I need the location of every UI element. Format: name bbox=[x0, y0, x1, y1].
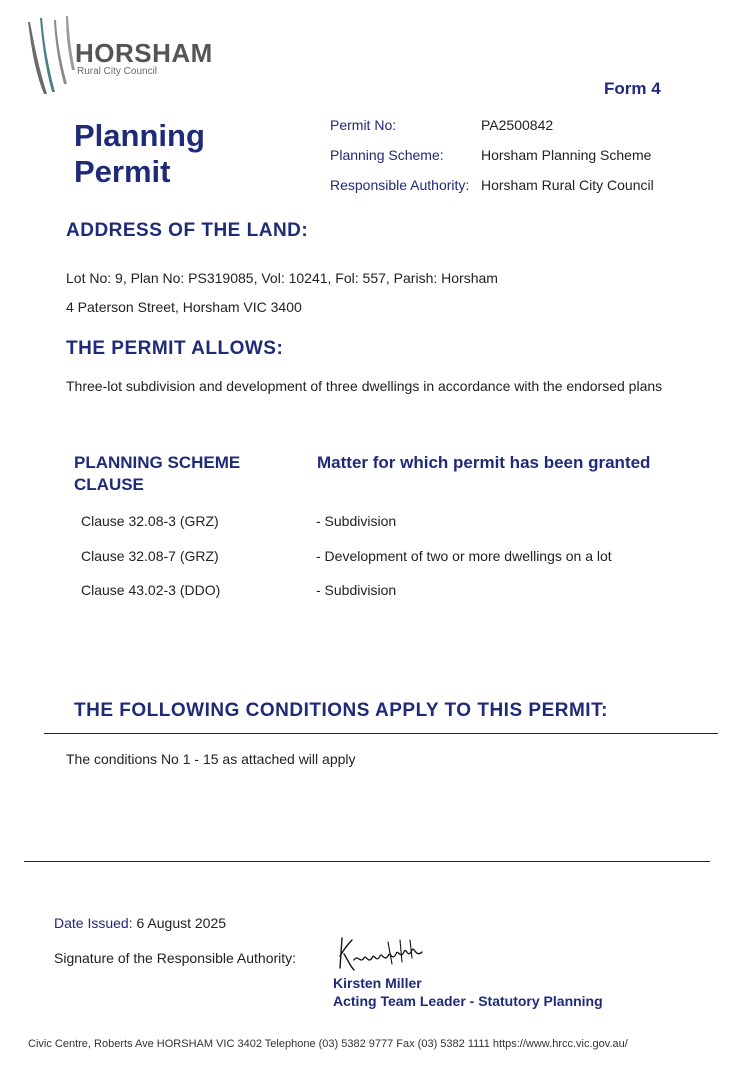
address-heading: ADDRESS OF THE LAND: bbox=[66, 220, 309, 241]
responsible-authority-label: Responsible Authority: bbox=[330, 177, 470, 193]
permit-no-label: Permit No: bbox=[330, 117, 397, 133]
form-number: Form 4 bbox=[604, 79, 661, 98]
responsible-authority-value: Horsham Rural City Council bbox=[481, 177, 654, 193]
title-line-2: Permit bbox=[74, 154, 171, 189]
clause-cell: Clause 32.08-3 (GRZ) bbox=[81, 513, 219, 529]
address-street: 4 Paterson Street, Horsham VIC 3400 bbox=[66, 299, 302, 315]
council-logo-mark bbox=[22, 14, 82, 98]
logo-wordmark: HORSHAM bbox=[75, 38, 213, 68]
signatory bbox=[333, 974, 603, 1010]
date-issued bbox=[54, 913, 226, 933]
signature-label: Signature of the Responsible Authority: bbox=[54, 950, 297, 966]
planning-scheme-label: Planning Scheme: bbox=[330, 147, 444, 163]
logo-subtitle: Rural City Council bbox=[77, 66, 158, 77]
permit-allows-heading: THE PERMIT ALLOWS: bbox=[66, 338, 284, 359]
handwritten-signature bbox=[336, 934, 428, 974]
matter-column-heading: Matter for which permit has been granted bbox=[317, 453, 651, 472]
permit-no-value: PA2500842 bbox=[481, 117, 554, 133]
matter-cell: - Development of two or more dwellings on a lot bbox=[316, 548, 612, 564]
planning-scheme-value: Horsham Planning Scheme bbox=[481, 147, 652, 163]
date-issued-value: 6 August 2025 bbox=[136, 915, 227, 931]
footer-contact: Civic Centre, Roberts Ave HORSHAM VIC 3402 Telephone (03) 5382 9777 Fax (03) 5382 1111 https://www.hrcc.vic.gov.au/ bbox=[28, 1038, 628, 1050]
matter-cell: - Subdivision bbox=[316, 582, 397, 598]
clause-cell: Clause 32.08-7 (GRZ) bbox=[81, 548, 219, 564]
matter-cell: - Subdivision bbox=[316, 513, 397, 529]
address-lot-details: Lot No: 9, Plan No: PS319085, Vol: 10241, Fol: 557, Parish: Horsham bbox=[66, 270, 498, 286]
conditions-heading: THE FOLLOWING CONDITIONS APPLY TO THIS PERMIT: bbox=[74, 700, 608, 721]
clause-cell: Clause 43.02-3 (DDO) bbox=[81, 582, 221, 598]
clause-column-heading bbox=[74, 452, 240, 496]
permit-allows-text: Three-lot subdivision and development of three dwellings in accordance with the endorsed plans bbox=[66, 378, 663, 394]
signatory-name: Kirsten Miller bbox=[333, 975, 422, 991]
clause-heading-line-1: PLANNING SCHEME bbox=[74, 453, 241, 472]
conditions-text: The conditions No 1 - 15 as attached will apply bbox=[66, 751, 356, 767]
conditions-divider bbox=[44, 733, 718, 734]
title-line-1: Planning bbox=[74, 118, 205, 153]
date-issued-label: Date Issued: bbox=[54, 915, 133, 931]
page-title bbox=[74, 118, 205, 190]
signature-divider bbox=[24, 861, 710, 862]
clause-heading-line-2: CLAUSE bbox=[74, 475, 144, 494]
signatory-title: Acting Team Leader - Statutory Planning bbox=[333, 993, 603, 1009]
